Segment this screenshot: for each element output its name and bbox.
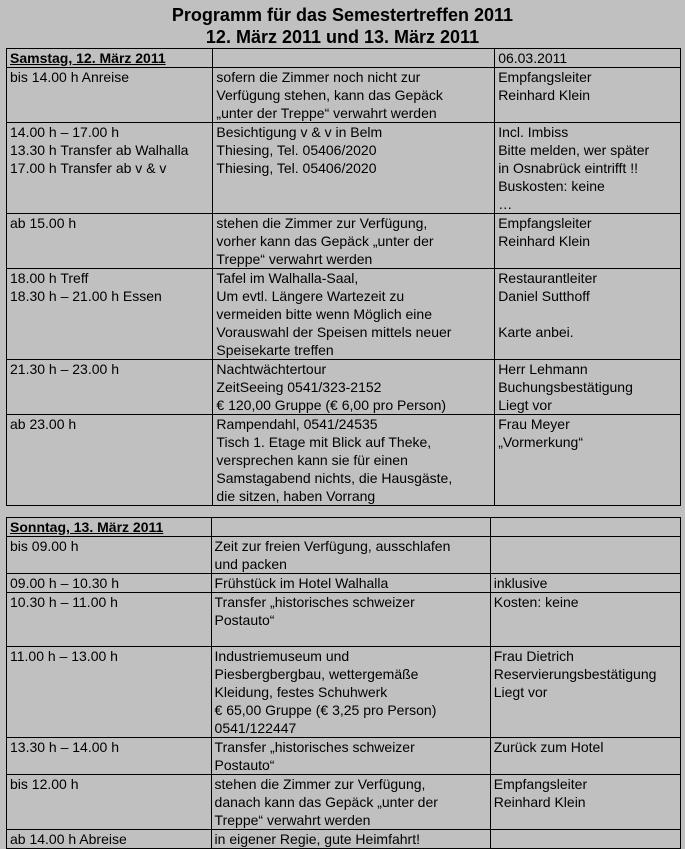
time-cell: 11.00 h – 13.00 h xyxy=(7,647,212,738)
activity-cell: stehen die Zimmer zur Verfügung, danach kann das Gepäck „unter der Treppe“ verwahrt werden xyxy=(211,775,490,830)
time-cell: bis 14.00 h Anreise xyxy=(7,68,213,123)
activity-cell: Tafel im Walhalla-Saal, Um evtl. Längere Wartezeit zu vermeiden bitte wenn Möglich eine Vorauswahl der Speisen mittels neuer Speisekarte treffen xyxy=(213,269,495,360)
note-cell: Incl. Imbiss Bitte melden, wer später in Osnabrück eintrifft !! Buskosten: keine … xyxy=(495,123,681,214)
note-cell: Kosten: keine xyxy=(490,593,680,647)
activity-cell: Nachtwächtertour ZeitSeeing 0541/323-2152 € 120,00 Gruppe (€ 6,00 pro Person) xyxy=(213,360,495,415)
time-cell: ab 15.00 h xyxy=(7,214,213,269)
note-cell xyxy=(490,537,680,574)
time-cell: 09.00 h – 10.30 h xyxy=(7,574,212,593)
activity-cell: in eigener Regie, gute Heimfahrt! xyxy=(211,830,490,849)
table-row xyxy=(7,775,681,830)
time-cell: 10.30 h – 11.00 h xyxy=(7,593,212,647)
table-row xyxy=(7,68,681,123)
saturday-table xyxy=(6,48,681,506)
activity-cell: Zeit zur freien Verfügung, ausschlafen und packen xyxy=(211,537,490,574)
activity-cell: Rampendahl, 0541/24535 Tisch 1. Etage mit Blick auf Theke, versprechen kann sie für einen Samstagabend nichts, die Hausgäste, die sitzen, haben Vorrang xyxy=(213,415,495,506)
time-cell: 21.30 h – 23.00 h xyxy=(7,360,213,415)
sunday-table xyxy=(6,517,681,849)
document-date-cell: 06.03.2011 xyxy=(495,49,681,68)
table-row xyxy=(7,574,681,593)
time-cell: ab 23.00 h xyxy=(7,415,213,506)
header-empty-cell xyxy=(211,518,490,537)
note-cell: Herr Lehmann Buchungsbestätigung Liegt vor xyxy=(495,360,681,415)
activity-cell: Frühstück im Hotel Walhalla xyxy=(211,574,490,593)
table-row xyxy=(7,415,681,506)
activity-cell: sofern die Zimmer noch nicht zur Verfügung stehen, kann das Gepäck „unter der Treppe“ verwahrt werden xyxy=(213,68,495,123)
note-cell: inklusive xyxy=(490,574,680,593)
table-row xyxy=(7,738,681,775)
activity-cell: Industriemuseum und Piesbergbergbau, wettergemäße Kleidung, festes Schuhwerk € 65,00 Gruppe (€ 3,25 pro Person) 0541/122447 xyxy=(211,647,490,738)
time-cell: 18.00 h Treff 18.30 h – 21.00 h Essen xyxy=(7,269,213,360)
table-row xyxy=(7,214,681,269)
time-cell: bis 12.00 h xyxy=(7,775,212,830)
activity-cell: Besichtigung v & v in Belm Thiesing, Tel. 05406/2020 Thiesing, Tel. 05406/2020 xyxy=(213,123,495,214)
note-cell: Empfangsleiter Reinhard Klein xyxy=(495,214,681,269)
table-row xyxy=(7,537,681,574)
note-cell xyxy=(490,830,680,849)
saturday-date-cell: Samstag, 12. März 2011 xyxy=(7,49,213,68)
note-cell: Frau Meyer „Vormerkung“ xyxy=(495,415,681,506)
note-cell: Empfangsleiter Reinhard Klein xyxy=(495,68,681,123)
table-row xyxy=(7,123,681,214)
time-cell: bis 09.00 h xyxy=(7,537,212,574)
title-line-2: 12. März 2011 und 13. März 2011 xyxy=(205,27,480,47)
note-cell: Restaurantleiter Daniel Sutthoff Karte anbei. xyxy=(495,269,681,360)
table-row xyxy=(7,830,681,849)
header-empty-cell xyxy=(213,49,495,68)
page-title xyxy=(0,0,685,48)
note-cell: Zurück zum Hotel xyxy=(490,738,680,775)
table-row xyxy=(7,269,681,360)
saturday-header-row xyxy=(7,49,681,68)
time-cell: 14.00 h – 17.00 h 13.30 h Transfer ab Walhalla 17.00 h Transfer ab v & v xyxy=(7,123,213,214)
note-cell: Frau Dietrich Reservierungsbestätigung Liegt vor xyxy=(490,647,680,738)
sunday-header-row xyxy=(7,518,681,537)
title-line-1: Programm für das Semestertreffen 2011 xyxy=(171,5,514,25)
activity-cell: Transfer „historisches schweizer Postauto“ xyxy=(211,738,490,775)
table-row xyxy=(7,593,681,647)
time-cell: 13.30 h – 14.00 h xyxy=(7,738,212,775)
note-cell: Empfangsleiter Reinhard Klein xyxy=(490,775,680,830)
time-cell: ab 14.00 h Abreise xyxy=(7,830,212,849)
activity-cell: stehen die Zimmer zur Verfügung, vorher kann das Gepäck „unter der Treppe“ verwahrt werden xyxy=(213,214,495,269)
sunday-date-cell: Sonntag, 13. März 2011 xyxy=(7,518,212,537)
table-row xyxy=(7,360,681,415)
activity-cell: Transfer „historisches schweizer Postauto“ xyxy=(211,593,490,647)
table-row xyxy=(7,647,681,738)
header-empty-cell xyxy=(490,518,680,537)
